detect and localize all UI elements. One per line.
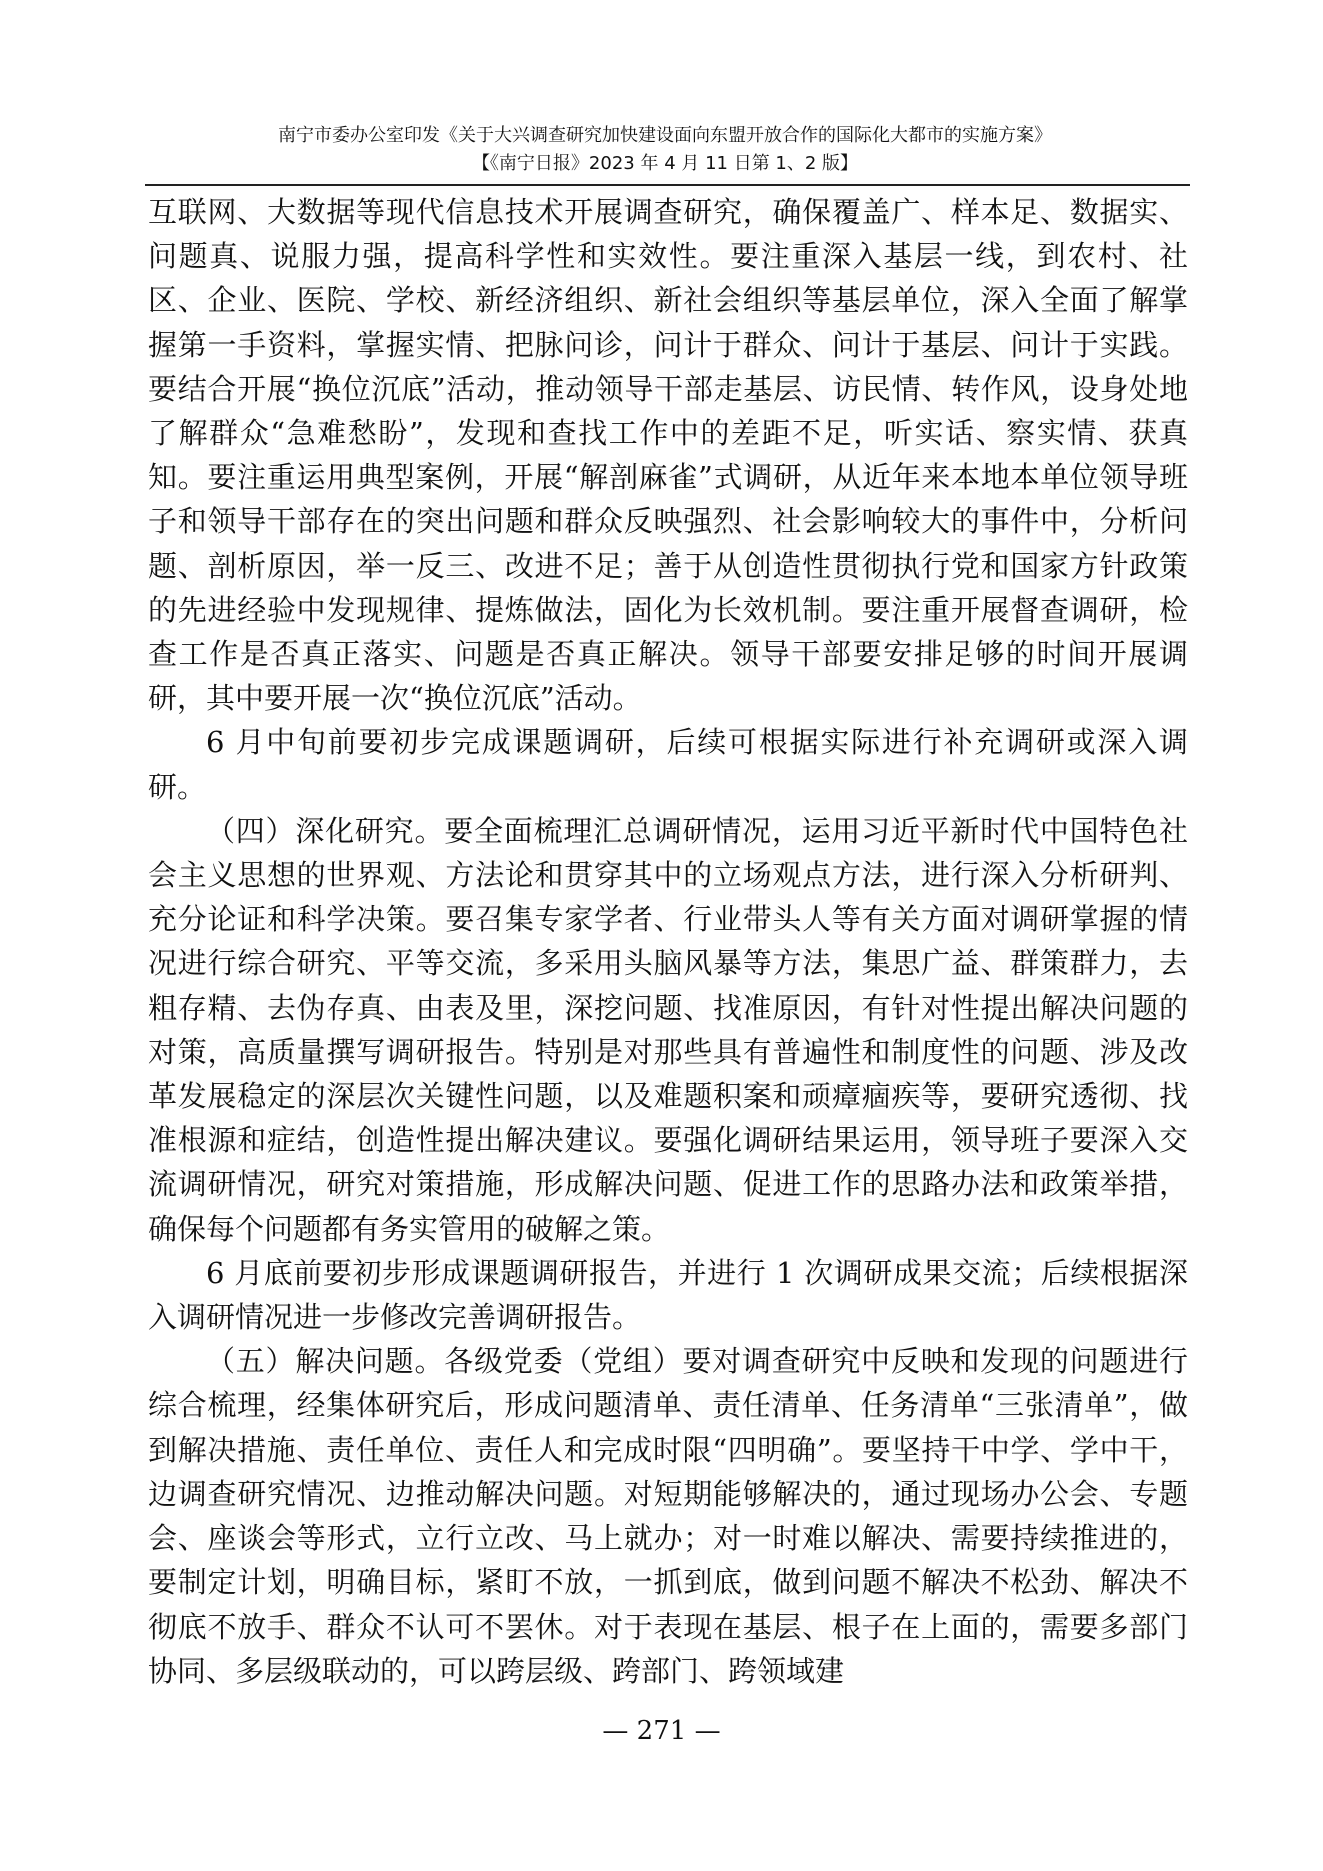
body-text bbox=[148, 190, 1188, 1693]
running-header bbox=[145, 122, 1185, 178]
paragraph-continued: 互联网、大数据等现代信息技术开展调查研究，确保覆盖广、样本足、数据实、问题真、说服力强，提高科学性和实效性。要注重深入基层一线，到农村、社区、企业、医院、学校、新经济组织、新社会组织等基层单位，深入全面了解掌握第一手资料，掌握实情、把脉问诊，问计于群众、问计于基层、问计于实践。要结合开展“换位沉底”活动，推动领导干部走基层、访民情、转作风，设身处地了解群众“急难愁盼”，发现和查找工作中的差距不足，听实话、察实情、获真知。要注重运用典型案例，开展“解剖麻雀”式调研，从近年来本地本单位领导班子和领导干部存在的突出问题和群众反映强烈、社会影响较大的事件中，分析问题、剖析原因，举一反三、改进不足；善于从创造性贯彻执行党和国家方针政策的先进经验中发现规律、提炼做法，固化为长效机制。要注重开展督查调研，检查工作是否真正落实、问题是否真正解决。领导干部要安排足够的时间开展调研，其中要开展一次“换位沉底”活动。 bbox=[148, 195, 1188, 716]
paragraph-solve-problems: （五）解决问题。各级党委（党组）要对调查研究中反映和发现的问题进行综合梳理，经集体研究后，形成问题清单、责任清单、任务清单“三张清单”，做到解决措施、责任单位、责任人和完成时限“四明确”。要坚持干中学、学中干，边调查研究情况、边推动解决问题。对短期能够解决的，通过现场办公会、专题会、座谈会等形式，立行立改、马上就办；对一时难以解决、需要持续推进的，要制定计划，明确目标，紧盯不放，一抓到底，做到问题不解决不松劲、解决不彻底不放手、群众不认可不罢休。对于表现在基层、根子在上面的，需要多部门协同、多层级联动的，可以跨层级、跨部门、跨领域建 bbox=[148, 1344, 1188, 1688]
header-title: 南宁市委办公室印发《关于大兴调查研究加快建设面向东盟开放合作的国际化大都市的实施方案》 bbox=[278, 125, 1052, 146]
paragraph-deepen-research: （四）深化研究。要全面梳理汇总调研情况，运用习近平新时代中国特色社会主义思想的世界观、方法论和贯穿其中的立场观点方法，进行深入分析研判、充分论证和科学决策。要召集专家学者、行业带头人等有关方面对调研掌握的情况进行综合研究、平等交流，多采用头脑风暴等方法，集思广益、群策群力，去粗存精、去伪存真、由表及里，深挖问题、找准原因，有针对性提出解决问题的对策，高质量撰写调研报告。特别是对那些具有普遍性和制度性的问题、涉及改革发展稳定的深层次关键性问题，以及难题积案和顽瘴痼疾等，要研究透彻、找准根源和症结，创造性提出解决建议。要强化调研结果运用，领导班子要深入交流调研情况，研究对策措施，形成解决问题、促进工作的思路办法和政策举措，确保每个问题都有务实管用的破解之策。 bbox=[148, 813, 1188, 1246]
paragraph-deadline-end-june: 6 月底前要初步形成课题调研报告，并进行 1 次调研成果交流；后续根据深入调研情况进一步修改完善调研报告。 bbox=[148, 1255, 1188, 1335]
header-divider bbox=[145, 184, 1190, 186]
header-source: 【《南宁日报》2023 年 4 月 11 日第 1、2 版】 bbox=[471, 153, 859, 174]
paragraph-deadline-mid-june: 6 月中旬前要初步完成课题调研，后续可根据实际进行补充调研或深入调研。 bbox=[148, 725, 1188, 804]
page-number: — 271 — bbox=[602, 1716, 721, 1746]
